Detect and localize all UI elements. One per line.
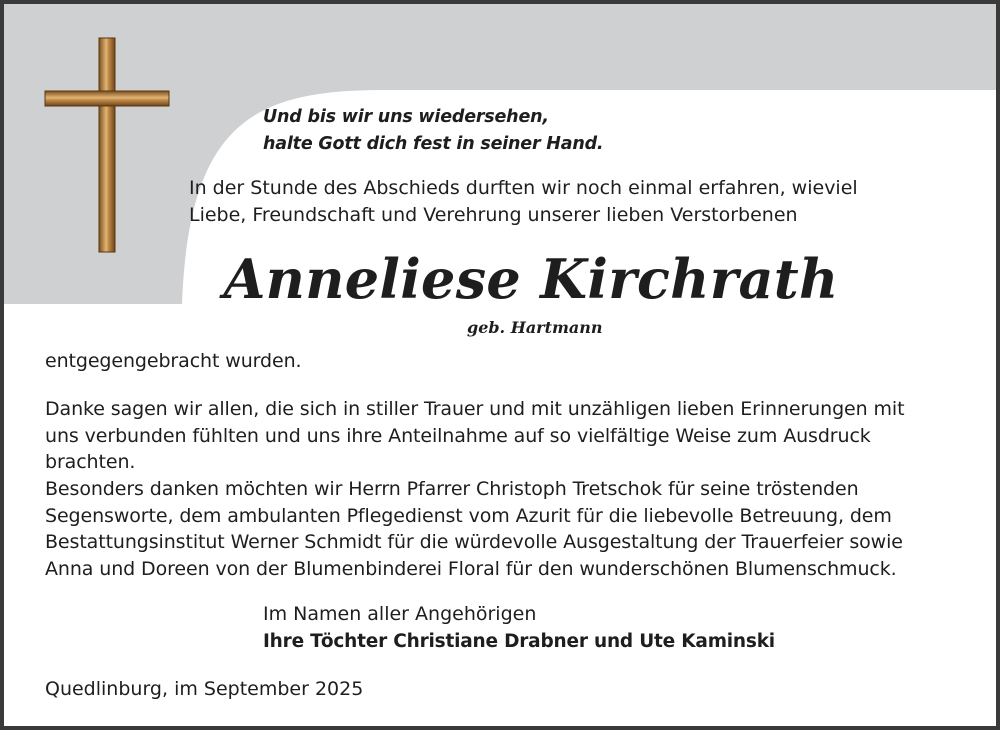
paragraph-line: entgegengebracht wurden. — [45, 350, 302, 372]
signature-intro: Im Namen aller Angehörigen — [263, 603, 537, 625]
paragraph-line: Besonders danken möchten wir Herrn Pfarrer Christoph Tretschok für seine tröstenden — [45, 478, 859, 500]
intro-text — [189, 175, 858, 229]
cross-icon — [42, 36, 172, 254]
intro-line: In der Stunde des Abschieds durften wir noch einmal erfahren, wieviel — [189, 177, 858, 199]
deceased-name: Anneliese Kirchrath — [223, 247, 839, 311]
place-and-date: Quedlinburg, im September 2025 — [45, 678, 364, 700]
paragraph-thanks — [45, 396, 975, 476]
birth-name: geb. Hartmann — [467, 318, 603, 337]
intro-line: Liebe, Freundschaft und Verehrung unserer lieben Verstorbenen — [189, 204, 798, 226]
paragraph-line: Danke sagen wir allen, die sich in stiller Trauer und mit unzähligen lieben Erinnerungen mit — [45, 398, 905, 420]
paragraph-line: uns verbunden fühlten und uns ihre Anteilnahme auf so vielfältige Weise zum Ausdruck — [45, 424, 871, 447]
paragraph-line: Segensworte, dem ambulanten Pflegedienst vom Azurit für die liebevolle Betreuung, dem — [45, 504, 892, 527]
paragraph-line: brachten. — [45, 451, 136, 473]
verse-line: Und bis wir uns wiedersehen, — [263, 107, 549, 127]
signature-names: Ihre Töchter Christiane Drabner und Ute Kaminski — [263, 631, 775, 652]
verse — [263, 104, 603, 158]
verse-line: halte Gott dich fest in seiner Hand. — [263, 134, 604, 154]
paragraph-line: Anna und Doreen von der Blumenbinderei Floral für den wunderschönen Blumenschmuck. — [45, 557, 897, 580]
paragraph-line: Bestattungsinstitut Werner Schmidt für die würdevolle Ausgestaltung der Trauerfeier sowie — [45, 531, 903, 553]
paragraph-received — [45, 348, 975, 375]
paragraph-special-thanks — [45, 476, 975, 582]
